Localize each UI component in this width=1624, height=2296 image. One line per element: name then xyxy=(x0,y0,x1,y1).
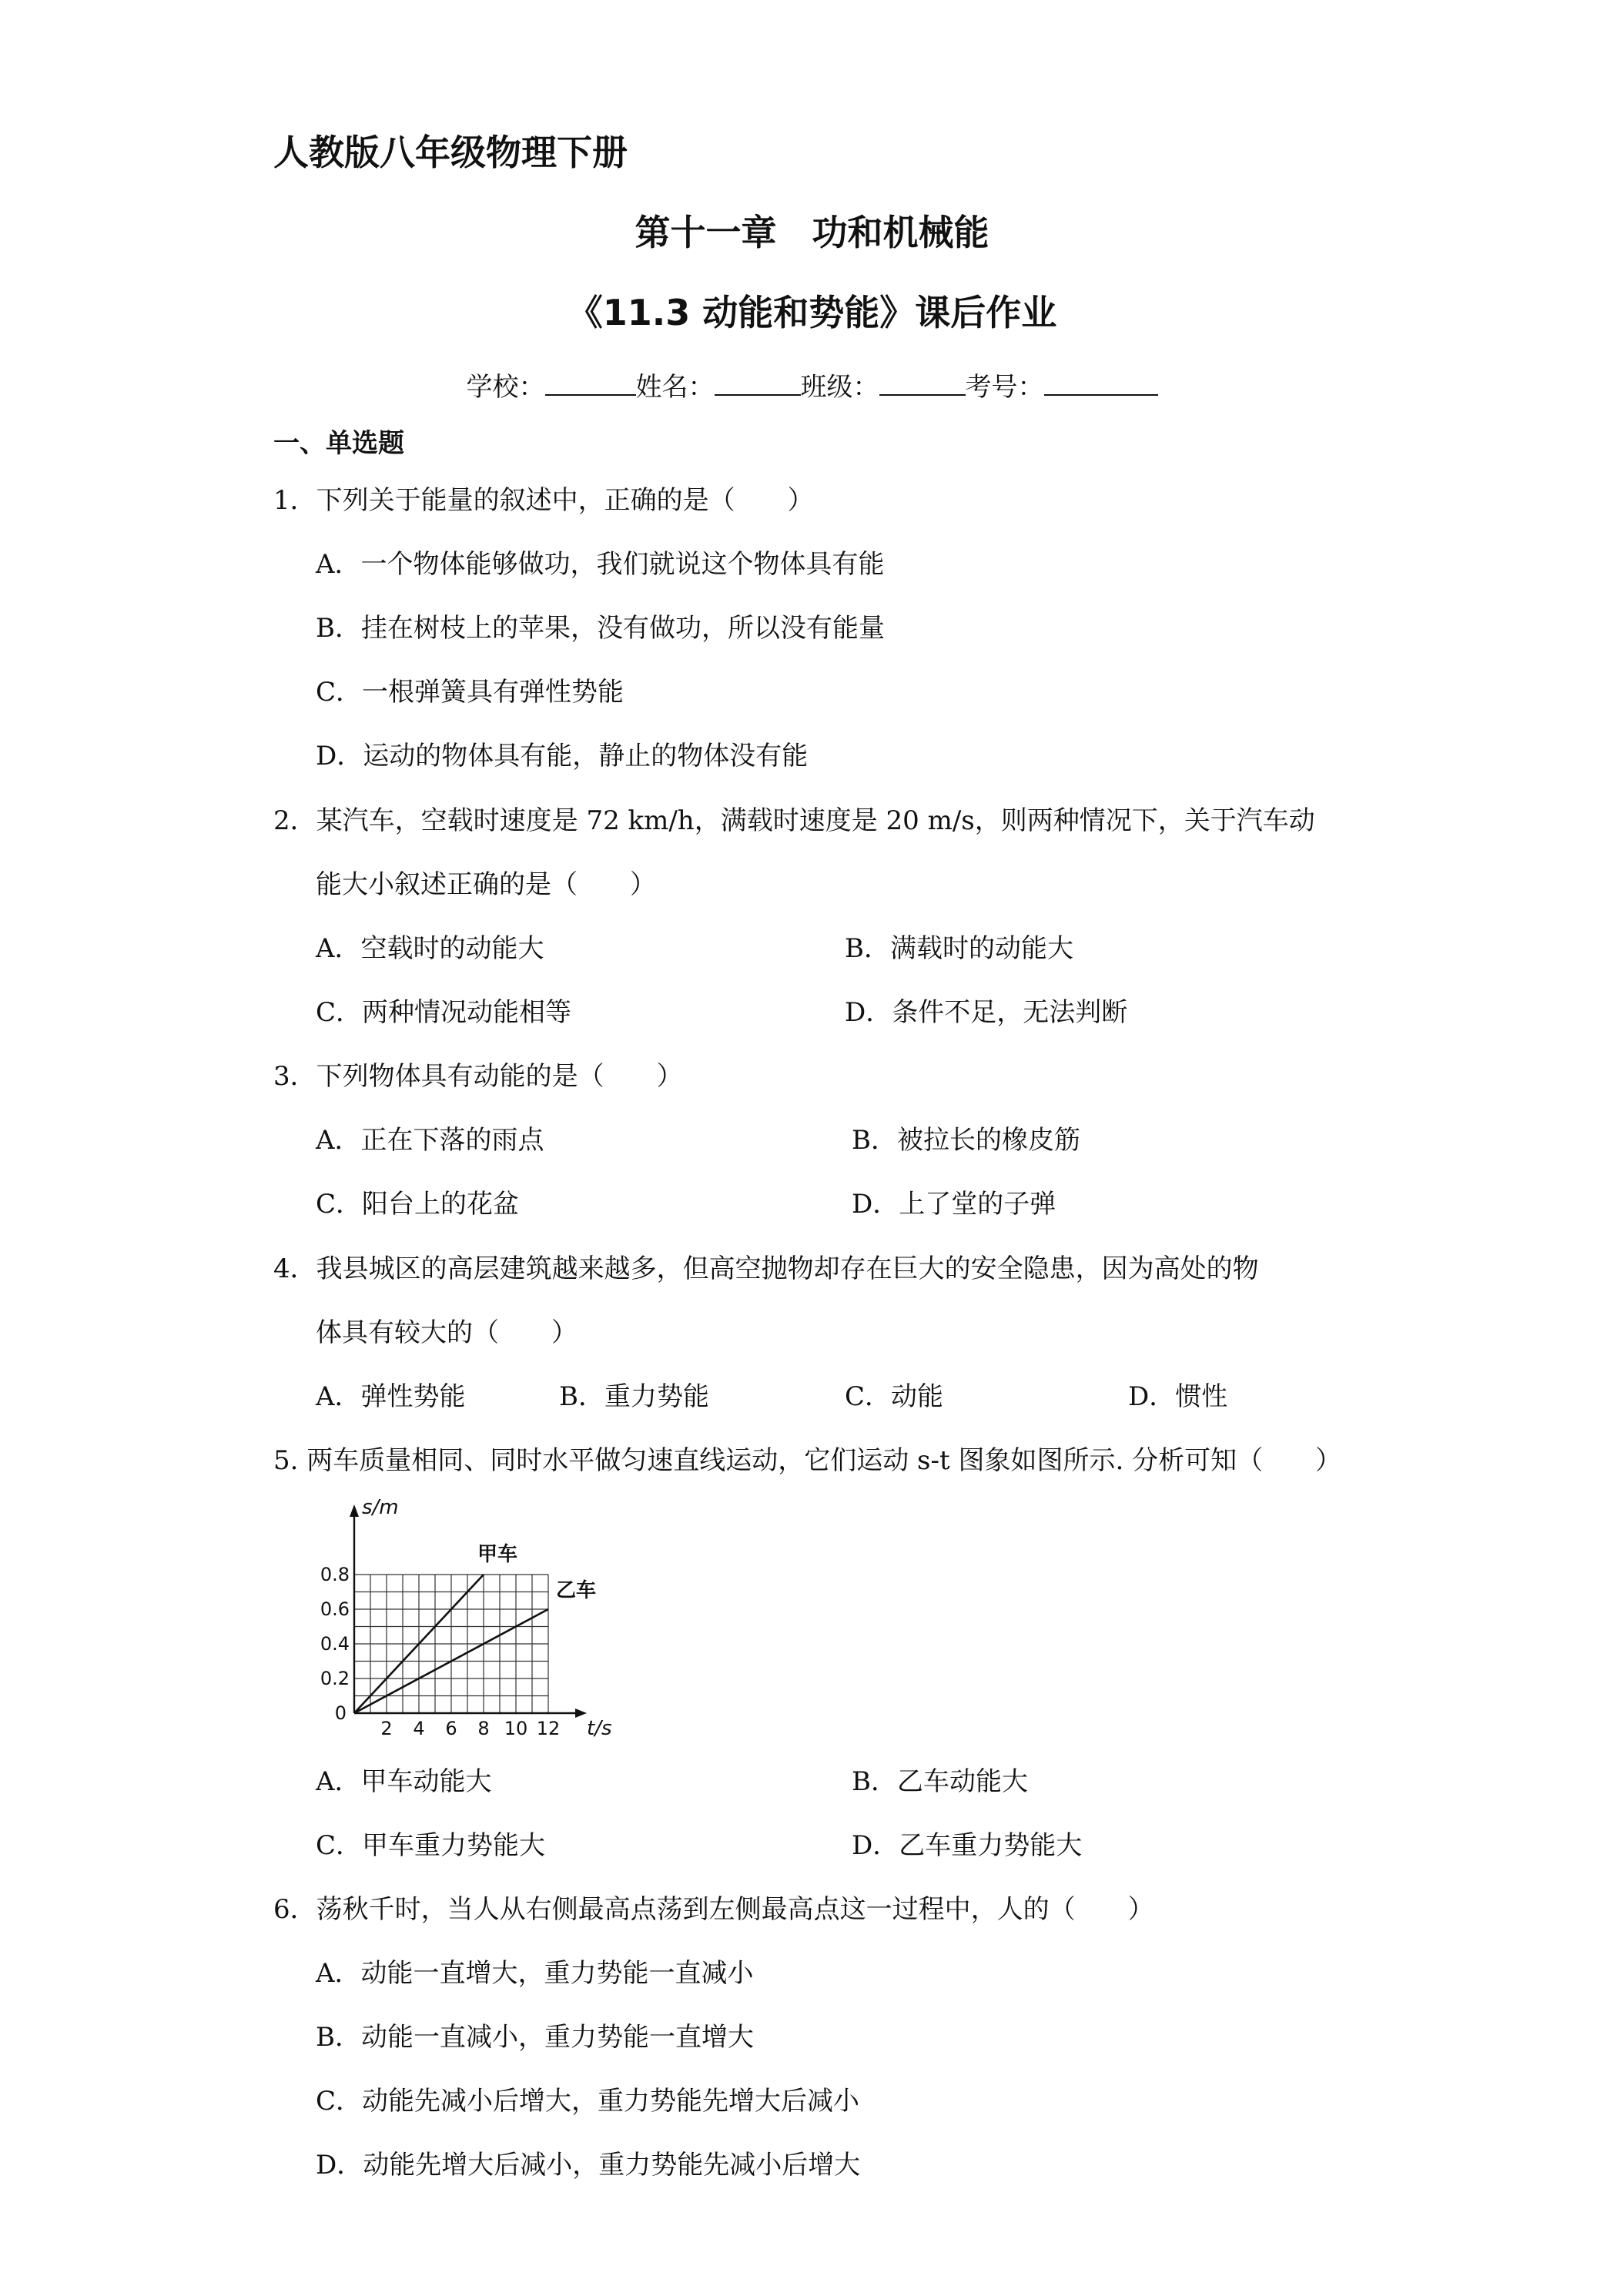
question-3-stem: 3．下列物体具有动能的是（ ） xyxy=(273,1061,683,1092)
question-6-option-c: C．动能先减小后增大，重力势能先增大后减小 xyxy=(316,2086,860,2117)
book-title: 人教版八年级物理下册 xyxy=(273,132,628,173)
question-4-stem: 4．我县城区的高层建筑越来越多，但高空抛物却存在巨大的安全隐患，因为高处的物 xyxy=(273,1253,1259,1284)
y-axis-label: s/m xyxy=(362,1496,399,1519)
question-6-option-b: B．动能一直减小，重力势能一直增大 xyxy=(316,2022,754,2053)
student-info-line xyxy=(0,366,1624,403)
origin-label: 0 xyxy=(334,1702,347,1724)
x-tick-label: 8 xyxy=(477,1718,490,1739)
question-2-stem-continued: 能大小叙述正确的是（ ） xyxy=(316,869,656,900)
school-label: 学校： xyxy=(466,372,545,403)
y-tick-label: 0.8 xyxy=(320,1564,350,1585)
section-title: 一、单选题 xyxy=(273,428,404,459)
question-2-option-d: D．条件不足，无法判断 xyxy=(845,997,1128,1028)
question-4-option-b: B．重力势能 xyxy=(559,1381,709,1412)
question-2-option-c: C．两种情况动能相等 xyxy=(316,997,572,1028)
class-blank[interactable] xyxy=(879,368,966,396)
question-1-stem: 1．下列关于能量的叙述中，正确的是（ ） xyxy=(273,485,814,516)
st-graph xyxy=(316,1494,624,1748)
y-tick-label: 0.6 xyxy=(320,1598,350,1620)
x-tick-label: 4 xyxy=(413,1718,425,1739)
x-tick-label: 2 xyxy=(380,1718,393,1739)
series-label: 甲车 xyxy=(477,1543,518,1566)
question-4-option-c: C．动能 xyxy=(845,1381,944,1412)
question-4-option-a: A．弹性势能 xyxy=(316,1381,466,1412)
question-3-option-b: B．被拉长的橡皮筋 xyxy=(852,1125,1080,1156)
lesson-title: 《11.3 动能和势能》课后作业 xyxy=(567,292,1057,333)
question-4-option-d: D．惯性 xyxy=(1128,1381,1228,1412)
question-1-option-c: C．一根弹簧具有弹性势能 xyxy=(316,677,624,708)
x-axis-arrow xyxy=(575,1709,587,1718)
x-tick-label: 10 xyxy=(504,1718,528,1739)
school-blank[interactable] xyxy=(545,368,636,396)
question-5-option-d: D．乙车重力势能大 xyxy=(852,1830,1083,1861)
y-tick-label: 0.4 xyxy=(320,1633,350,1655)
st-graph-svg xyxy=(316,1494,624,1748)
y-axis-arrow xyxy=(350,1504,359,1517)
number-blank[interactable] xyxy=(1044,368,1158,396)
question-3-option-d: D．上了堂的子弹 xyxy=(852,1189,1056,1220)
question-1-option-b: B．挂在树枝上的苹果，没有做功，所以没有能量 xyxy=(316,613,885,644)
question-5-option-c: C．甲车重力势能大 xyxy=(316,1830,546,1861)
x-tick-label: 6 xyxy=(445,1718,457,1739)
series-label: 乙车 xyxy=(556,1579,597,1602)
question-1-option-d: D．运动的物体具有能，静止的物体没有能 xyxy=(316,741,809,771)
question-2-option-b: B．满载时的动能大 xyxy=(845,933,1073,964)
question-4-stem-continued: 体具有较大的（ ） xyxy=(316,1317,578,1348)
class-label: 班级： xyxy=(800,372,879,403)
question-1-option-a: A．一个物体能够做功，我们就说这个物体具有能 xyxy=(316,549,885,580)
question-3-option-a: A．正在下落的雨点 xyxy=(316,1125,544,1156)
question-5-option-a: A．甲车动能大 xyxy=(316,1766,492,1797)
name-label: 姓名： xyxy=(635,372,715,403)
question-6-option-d: D．动能先增大后减小，重力势能先减小后增大 xyxy=(316,2150,861,2181)
question-5-option-b: B．乙车动能大 xyxy=(852,1766,1028,1797)
question-3-option-c: C．阳台上的花盆 xyxy=(316,1189,520,1220)
question-2-option-a: A．空载时的动能大 xyxy=(316,933,544,964)
chapter-title: 第十一章 功和机械能 xyxy=(635,212,989,253)
number-label: 考号： xyxy=(965,372,1044,403)
question-6-option-a: A．动能一直增大，重力势能一直减小 xyxy=(316,1958,754,1989)
x-tick-label: 12 xyxy=(536,1718,561,1739)
y-tick-label: 0.2 xyxy=(320,1668,350,1689)
question-2-stem: 2．某汽车，空载时速度是 72 km/h，满载时速度是 20 m/s，则两种情况下，关于汽车动 xyxy=(273,805,1315,836)
question-6-stem: 6．荡秋千时，当人从右侧最高点荡到左侧最高点这一过程中，人的（ ） xyxy=(273,1894,1154,1925)
name-blank[interactable] xyxy=(715,368,801,396)
question-5-stem: 5. 两车质量相同、同时水平做匀速直线运动，它们运动 s-t 图象如图所示. 分析可知（ ） xyxy=(273,1445,1342,1476)
x-axis-label: t/s xyxy=(587,1717,612,1740)
